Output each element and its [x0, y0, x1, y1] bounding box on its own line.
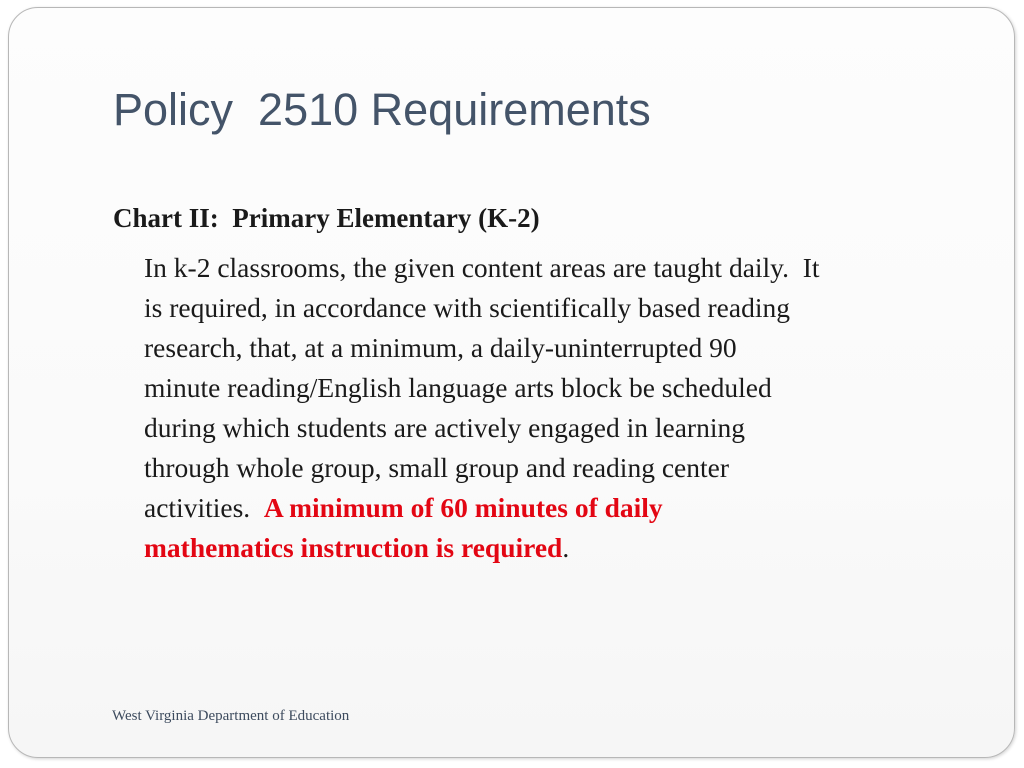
body-line: In k-2 classrooms, the given content areas are taught daily. It — [144, 252, 820, 283]
body-line: research, that, at a minimum, a daily-uninterrupted 90 — [144, 332, 737, 363]
body-line-plain: activities. — [144, 492, 264, 523]
body-line — [144, 488, 974, 528]
body-line: during which students are actively engaged in learning — [144, 412, 745, 443]
slide-title: Policy 2510 Requirements — [113, 84, 651, 135]
body-text — [144, 248, 974, 568]
chart-heading: Chart II: Primary Elementary (K-2) — [113, 203, 540, 233]
math-requirement-highlight: mathematics instruction is required — [144, 532, 563, 563]
body-line: through whole group, small group and reading center — [144, 452, 729, 483]
footer-organization: West Virginia Department of Education — [112, 708, 350, 724]
math-requirement-highlight: A minimum of 60 minutes of daily — [263, 492, 663, 523]
body-line: minute reading/English language arts block be scheduled — [144, 372, 772, 403]
body-line-end: . — [562, 532, 570, 563]
body-line: is required, in accordance with scientifically based reading — [144, 292, 790, 323]
body-line — [144, 528, 974, 568]
